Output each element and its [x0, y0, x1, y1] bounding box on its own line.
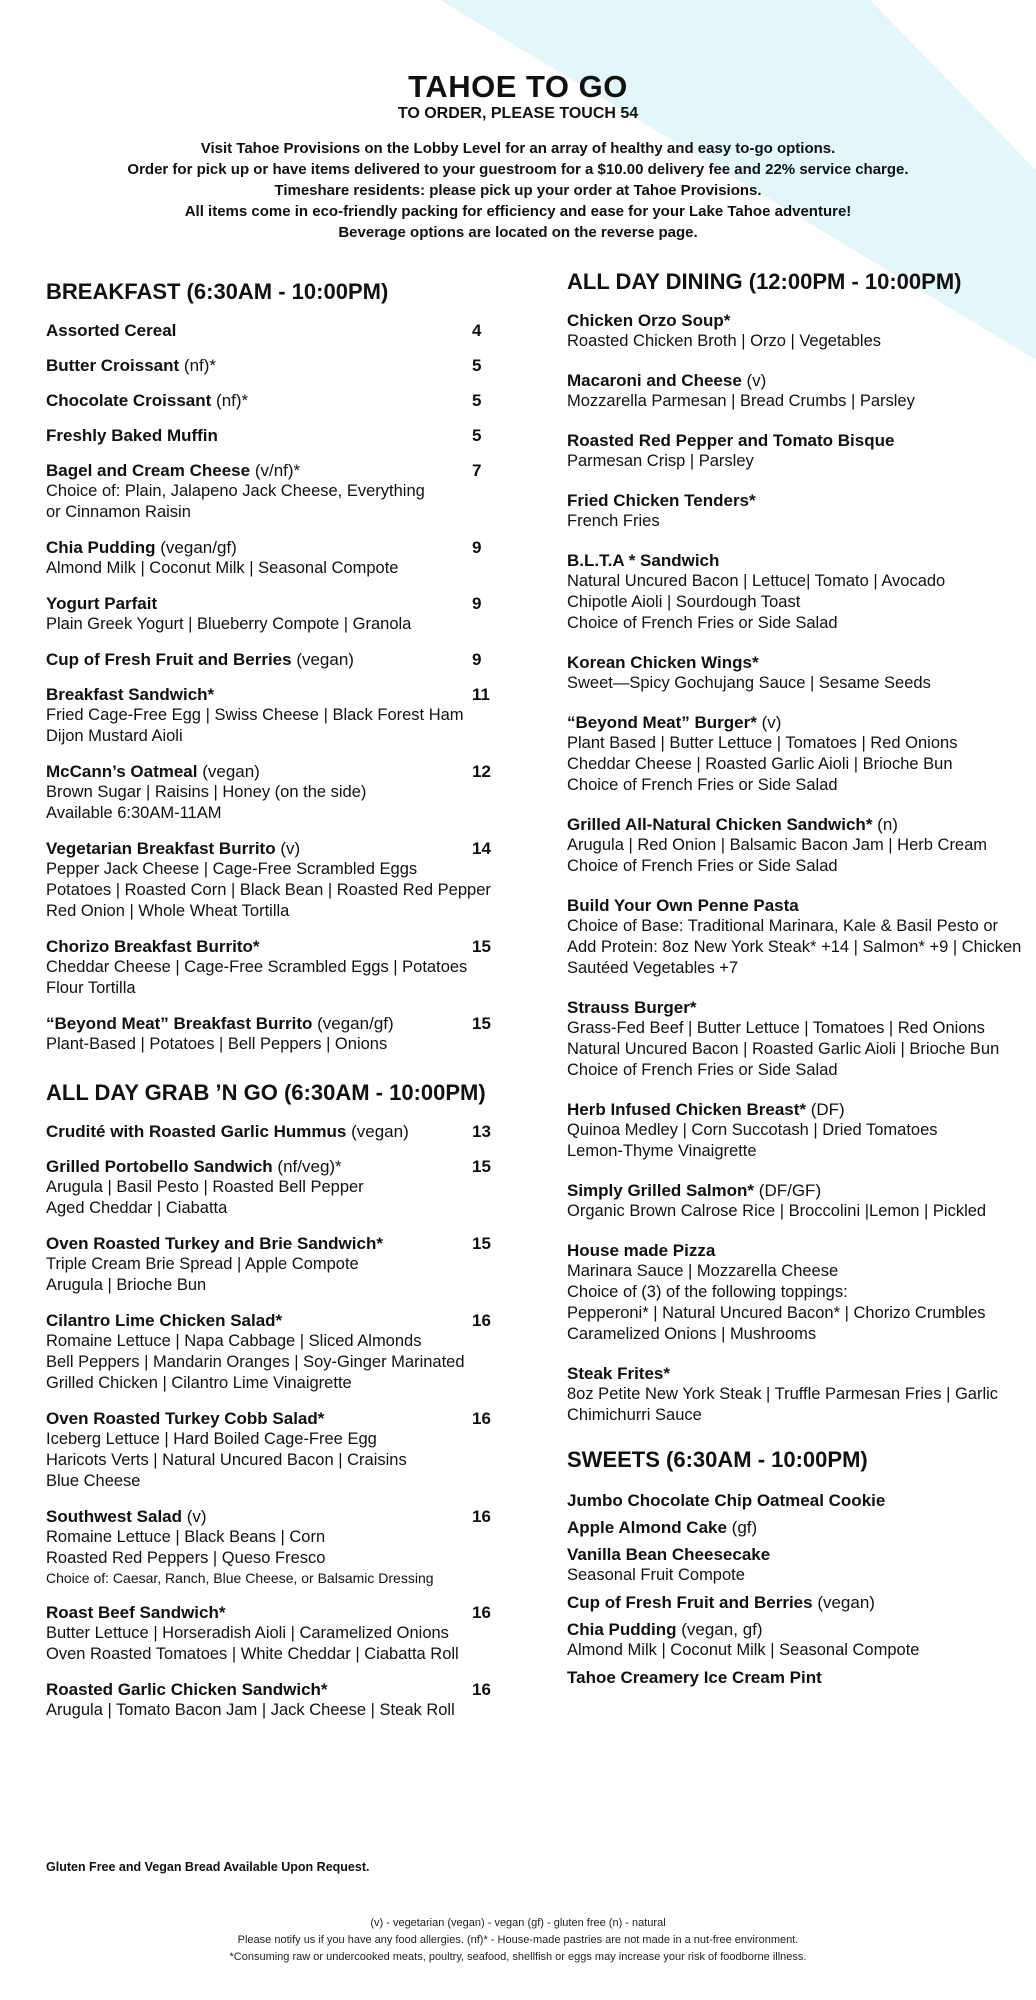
item-heading	[46, 1121, 496, 1142]
menu-item	[567, 1517, 1036, 1538]
item-price: 15	[472, 1014, 491, 1033]
item-price: 5	[472, 391, 482, 410]
intro-line: Visit Tahoe Provisions on the Lobby Level for an array of healthy and easy to-go options.	[200, 140, 836, 157]
item-description: Potatoes | Roasted Corn | Black Bean | Roasted Red Pepper	[46, 881, 491, 899]
item-price: 16	[472, 1507, 491, 1526]
item-name: Roasted Garlic Chicken Sandwich*	[46, 1680, 328, 1699]
menu-item	[46, 537, 496, 579]
item-price: 15	[472, 1157, 491, 1176]
item-name: Herb Infused Chicken Breast*	[567, 1100, 807, 1119]
item-name: Freshly Baked Muffin	[46, 426, 218, 445]
dietary-note: (vegan)	[291, 650, 354, 669]
item-name: Cup of Fresh Fruit and Berries	[46, 650, 292, 669]
dietary-note: (vegan, gf)	[676, 1620, 763, 1639]
item-name: Steak Frites*	[567, 1364, 670, 1383]
item-description: Pepperoni* | Natural Uncured Bacon* | Chorizo Crumbles	[567, 1304, 986, 1322]
item-name: B.L.T.A * Sandwich	[567, 551, 720, 570]
menu-header	[0, 70, 1036, 243]
item-description: Grass-Fed Beef | Butter Lettuce | Tomatoes | Red Onions	[567, 1019, 985, 1037]
item-heading	[567, 997, 1036, 1018]
item-name: Chia Pudding	[46, 538, 156, 557]
item-name: Korean Chicken Wings*	[567, 653, 759, 672]
item-heading	[567, 895, 1036, 916]
item-price: 9	[472, 650, 482, 669]
item-name: Chorizo Breakfast Burrito*	[46, 937, 260, 956]
menu-item	[567, 490, 1036, 532]
item-heading	[567, 1240, 1036, 1261]
item-description: Almond Milk | Coconut Milk | Seasonal Compote	[567, 1641, 920, 1659]
all-day-dining-section	[567, 268, 1036, 1426]
menu-item	[567, 814, 1036, 877]
legend-line: (v) - vegetarian (vegan) - vegan (gf) - gluten free (n) - natural	[370, 1917, 666, 1929]
item-heading	[567, 490, 1036, 511]
item-heading	[567, 1490, 1036, 1511]
allergy-note: Please notify us if you have any food allergies. (nf)* - House-made pastries are not made in a nut-free environment.	[237, 1934, 799, 1946]
menu-item	[567, 895, 1036, 979]
item-name: House made Pizza	[567, 1241, 716, 1260]
menu-item	[46, 1679, 496, 1721]
dietary-note: (nf/veg)*	[272, 1157, 342, 1176]
item-description: Grilled Chicken | Cilantro Lime Vinaigrette	[46, 1374, 352, 1392]
item-description: Choice of French Fries or Side Salad	[567, 1061, 838, 1079]
menu-item	[46, 355, 496, 376]
item-name: Bagel and Cream Cheese	[46, 461, 251, 480]
item-description: Cheddar Cheese | Cage-Free Scrambled Eggs | Potatoes	[46, 958, 468, 976]
item-price: 12	[472, 762, 491, 781]
item-name: McCann’s Oatmeal	[46, 762, 198, 781]
item-heading	[567, 550, 1036, 571]
item-heading	[46, 390, 496, 411]
dietary-note: (vegan/gf)	[312, 1014, 394, 1033]
item-heading	[46, 593, 496, 614]
consumption-warning: *Consuming raw or undercooked meats, poultry, seafood, shellfish or eggs may increase your risk of foodborne illness.	[229, 1951, 807, 1963]
item-description: Pepper Jack Cheese | Cage-Free Scrambled Eggs	[46, 860, 418, 878]
intro-text	[0, 138, 1036, 243]
intro-line: All items come in eco-friendly packing for efficiency and ease for your Lake Tahoe adventure!	[184, 203, 852, 220]
order-instructions: TO ORDER, PLEASE TOUCH 54	[397, 105, 639, 122]
item-description: French Fries	[567, 512, 660, 530]
item-description: Add Protein: 8oz New York Steak* +14 | Salmon* +9 | Chicken	[567, 938, 1022, 956]
breakfast-items	[46, 320, 496, 1055]
item-description: Oven Roasted Tomatoes | White Cheddar | Ciabatta Roll	[46, 1645, 459, 1663]
grab-and-go-section	[46, 1079, 496, 1721]
item-description: Plant Based | Butter Lettuce | Tomatoes | Red Onions	[567, 734, 958, 752]
page-title: TAHOE TO GO	[408, 69, 628, 104]
item-description: Chipotle Aioli | Sourdough Toast	[567, 593, 801, 611]
item-description: Flour Tortilla	[46, 979, 136, 997]
item-name: Vegetarian Breakfast Burrito	[46, 839, 276, 858]
item-name: Jumbo Chocolate Chip Oatmeal Cookie	[567, 1491, 886, 1510]
item-name: Breakfast Sandwich*	[46, 685, 215, 704]
dietary-note: (n)	[872, 815, 898, 834]
item-description: Arugula | Red Onion | Balsamic Bacon Jam | Herb Cream	[567, 836, 988, 854]
gluten-free-note: Gluten Free and Vegan Bread Available Upon Request.	[46, 1860, 370, 1874]
item-heading	[567, 1363, 1036, 1384]
menu-footer	[0, 1915, 1036, 1966]
right-column	[567, 268, 1036, 1694]
item-price: 15	[472, 937, 491, 956]
item-description: Natural Uncured Bacon | Roasted Garlic Aioli | Brioche Bun	[567, 1040, 1000, 1058]
item-heading	[567, 1180, 1036, 1201]
item-name: Fried Chicken Tenders*	[567, 491, 756, 510]
dining-items	[567, 310, 1036, 1426]
item-heading	[567, 1592, 1036, 1613]
menu-item	[567, 1363, 1036, 1426]
item-description: Arugula | Basil Pesto | Roasted Bell Pepper	[46, 1178, 364, 1196]
item-heading	[567, 1667, 1036, 1688]
item-name: Build Your Own Penne Pasta	[567, 896, 799, 915]
menu-item	[567, 1099, 1036, 1162]
menu-item	[567, 430, 1036, 472]
item-name: Chicken Orzo Soup*	[567, 311, 731, 330]
item-name: “Beyond Meat” Burger*	[567, 713, 757, 732]
item-price: 16	[472, 1311, 491, 1330]
menu-item	[46, 1013, 496, 1055]
item-heading	[46, 460, 496, 481]
item-description: Sautéed Vegetables +7	[567, 959, 739, 977]
item-description: or Cinnamon Raisin	[46, 503, 191, 521]
dietary-note: (DF)	[806, 1100, 845, 1119]
menu-item	[46, 425, 496, 446]
menu-item	[567, 1490, 1036, 1511]
item-heading	[46, 320, 496, 341]
item-price: 15	[472, 1234, 491, 1253]
item-price: 14	[472, 839, 491, 858]
item-description: Plain Greek Yogurt | Blueberry Compote | Granola	[46, 615, 412, 633]
item-name: Chocolate Croissant	[46, 391, 212, 410]
dietary-note: (vegan)	[812, 1593, 875, 1612]
item-price: 16	[472, 1603, 491, 1622]
item-heading	[46, 936, 496, 957]
menu-item	[567, 1619, 1036, 1661]
item-description: 8oz Petite New York Steak | Truffle Parmesan Fries | Garlic	[567, 1385, 999, 1403]
item-price: 13	[472, 1122, 491, 1141]
item-heading	[46, 425, 496, 446]
item-heading	[567, 1099, 1036, 1120]
item-heading	[46, 1602, 496, 1623]
item-name: Roast Beef Sandwich*	[46, 1603, 226, 1622]
item-heading	[567, 1544, 1036, 1565]
item-heading	[46, 1408, 496, 1429]
item-price: 4	[472, 321, 482, 340]
menu-item	[567, 652, 1036, 694]
item-heading	[567, 370, 1036, 391]
item-description: Butter Lettuce | Horseradish Aioli | Caramelized Onions	[46, 1624, 449, 1642]
item-price: 9	[472, 594, 482, 613]
menu-item	[46, 320, 496, 341]
item-heading	[46, 649, 496, 670]
item-name: Grilled Portobello Sandwich	[46, 1157, 273, 1176]
dietary-note: (DF/GF)	[754, 1181, 822, 1200]
intro-line: Order for pick up or have items delivered to your guestroom for a $10.00 delivery fee and 22% service charge.	[127, 161, 909, 178]
dietary-note: (vegan)	[197, 762, 260, 781]
item-price: 16	[472, 1409, 491, 1428]
dietary-note: (v)	[741, 371, 767, 390]
item-description: Red Onion | Whole Wheat Tortilla	[46, 902, 290, 920]
item-description: Triple Cream Brie Spread | Apple Compote	[46, 1255, 359, 1273]
item-heading	[46, 355, 496, 376]
item-heading	[46, 684, 496, 705]
item-name: Yogurt Parfait	[46, 594, 158, 613]
item-description: Romaine Lettuce | Black Beans | Corn	[46, 1528, 326, 1546]
item-name: Crudité with Roasted Garlic Hummus	[46, 1122, 347, 1141]
menu-item	[567, 1240, 1036, 1345]
item-name: Strauss Burger*	[567, 998, 697, 1017]
item-heading	[46, 1506, 496, 1527]
item-description: Iceberg Lettuce | Hard Boiled Cage-Free Egg	[46, 1430, 377, 1448]
item-price: 5	[472, 356, 482, 375]
dietary-note: (v)	[182, 1507, 207, 1526]
item-description: Quinoa Medley | Corn Succotash | Dried Tomatoes	[567, 1121, 938, 1139]
item-description: Dijon Mustard Aioli	[46, 727, 183, 745]
sweets-items	[567, 1490, 1036, 1688]
menu-item	[46, 1310, 496, 1394]
item-heading	[46, 838, 496, 859]
item-heading	[46, 1233, 496, 1254]
item-description: Organic Brown Calrose Rice | Broccolini |Lemon | Pickled	[567, 1202, 987, 1220]
menu-item	[567, 310, 1036, 352]
dietary-note: (gf)	[726, 1518, 758, 1537]
item-heading	[567, 1619, 1036, 1640]
item-description: Lemon-Thyme Vinaigrette	[567, 1142, 757, 1160]
menu-item	[46, 936, 496, 999]
item-name: Grilled All-Natural Chicken Sandwich*	[567, 815, 873, 834]
item-description: Plant-Based | Potatoes | Bell Peppers | Onions	[46, 1035, 388, 1053]
item-name: Macaroni and Cheese	[567, 371, 742, 390]
menu-item	[567, 1544, 1036, 1586]
menu-item	[46, 1506, 496, 1588]
section-title: ALL DAY GRAB ’N GO (6:30AM - 10:00PM)	[46, 1080, 486, 1105]
sweets-section	[567, 1446, 1036, 1688]
item-name: Roasted Red Pepper and Tomato Bisque	[567, 431, 895, 450]
dietary-note: (v)	[275, 839, 301, 858]
item-name: Chia Pudding	[567, 1620, 677, 1639]
item-description: Cheddar Cheese | Roasted Garlic Aioli | Brioche Bun	[567, 755, 953, 773]
item-description: Almond Milk | Coconut Milk | Seasonal Compote	[46, 559, 399, 577]
menu-item	[46, 649, 496, 670]
menu-item	[46, 1121, 496, 1142]
item-description: Roasted Red Peppers | Queso Fresco	[46, 1549, 326, 1567]
item-description: Roasted Chicken Broth | Orzo | Vegetables	[567, 332, 881, 350]
item-heading	[46, 537, 496, 558]
item-heading	[46, 761, 496, 782]
item-price: 16	[472, 1680, 491, 1699]
dietary-note: (v/nf)*	[250, 461, 301, 480]
menu-item	[567, 550, 1036, 634]
dietary-note: (vegan/gf)	[155, 538, 237, 557]
item-heading	[46, 1013, 496, 1034]
item-heading	[567, 814, 1036, 835]
item-name: Cup of Fresh Fruit and Berries	[567, 1593, 813, 1612]
item-description: Aged Cheddar | Ciabatta	[46, 1199, 228, 1217]
item-description: Marinara Sauce | Mozzarella Cheese	[567, 1262, 839, 1280]
item-description: Romaine Lettuce | Napa Cabbage | Sliced Almonds	[46, 1332, 422, 1350]
dietary-note: (v)	[756, 713, 782, 732]
item-description: Choice of (3) of the following toppings:	[567, 1283, 848, 1301]
menu-item	[46, 1156, 496, 1219]
item-description: Natural Uncured Bacon | Lettuce| Tomato | Avocado	[567, 572, 946, 590]
item-price: 11	[472, 685, 490, 704]
left-column	[46, 278, 496, 1735]
item-heading	[46, 1310, 496, 1331]
section-title: SWEETS (6:30AM - 10:00PM)	[567, 1447, 868, 1472]
grab-and-go-items	[46, 1121, 496, 1721]
breakfast-section	[46, 278, 496, 1055]
menu-item	[567, 1180, 1036, 1222]
menu-item	[46, 593, 496, 635]
dietary-note: (nf)*	[179, 356, 217, 375]
item-heading	[567, 1517, 1036, 1538]
item-heading	[567, 712, 1036, 733]
item-description: Arugula | Tomato Bacon Jam | Jack Cheese | Steak Roll	[46, 1701, 455, 1719]
menu-item	[46, 1408, 496, 1492]
item-name: Oven Roasted Turkey and Brie Sandwich*	[46, 1234, 383, 1253]
item-description: Mozzarella Parmesan | Bread Crumbs | Parsley	[567, 392, 915, 410]
item-heading	[567, 652, 1036, 673]
item-description: Brown Sugar | Raisins | Honey (on the side)	[46, 783, 367, 801]
dietary-note: (vegan)	[346, 1122, 409, 1141]
item-description: Choice of: Plain, Jalapeno Jack Cheese, Everything	[46, 482, 425, 500]
item-description: Bell Peppers | Mandarin Oranges | Soy-Ginger Marinated	[46, 1353, 465, 1371]
section-title: ALL DAY DINING (12:00PM - 10:00PM)	[567, 269, 962, 294]
menu-item	[46, 1602, 496, 1665]
item-name: Simply Grilled Salmon*	[567, 1181, 755, 1200]
item-name: “Beyond Meat” Breakfast Burrito	[46, 1014, 313, 1033]
item-description: Arugula | Brioche Bun	[46, 1276, 207, 1294]
menu-item	[567, 1592, 1036, 1613]
menu-item	[46, 838, 496, 922]
intro-line: Beverage options are located on the reverse page.	[338, 224, 698, 241]
item-description: Sweet—Spicy Gochujang Sauce | Sesame Seeds	[567, 674, 931, 692]
item-name: Tahoe Creamery Ice Cream Pint	[567, 1668, 822, 1687]
dressing-options: Choice of: Caesar, Ranch, Blue Cheese, or Balsamic Dressing	[46, 1570, 434, 1586]
intro-line: Timeshare residents: please pick up your order at Tahoe Provisions.	[274, 182, 762, 199]
menu-item	[567, 370, 1036, 412]
menu-item	[567, 1667, 1036, 1688]
item-description: Parmesan Crisp | Parsley	[567, 452, 754, 470]
item-description: Haricots Verts | Natural Uncured Bacon | Craisins	[46, 1451, 407, 1469]
item-heading	[567, 430, 1036, 451]
item-name: Vanilla Bean Cheesecake	[567, 1545, 771, 1564]
item-name: Butter Croissant	[46, 356, 180, 375]
item-name: Assorted Cereal	[46, 321, 177, 340]
item-name: Oven Roasted Turkey Cobb Salad*	[46, 1409, 325, 1428]
item-description: Blue Cheese	[46, 1472, 141, 1490]
item-heading	[46, 1156, 496, 1177]
menu-item	[46, 390, 496, 411]
item-description: Caramelized Onions | Mushrooms	[567, 1325, 817, 1343]
item-name: Apple Almond Cake	[567, 1518, 727, 1537]
item-description: Available 6:30AM-11AM	[46, 804, 222, 822]
menu-item	[567, 997, 1036, 1081]
item-description: Choice of French Fries or Side Salad	[567, 857, 838, 875]
menu-item	[567, 712, 1036, 796]
menu-item	[46, 761, 496, 824]
item-name: Southwest Salad	[46, 1507, 183, 1526]
item-description: Fried Cage-Free Egg | Swiss Cheese | Black Forest Ham	[46, 706, 464, 724]
menu-item	[46, 684, 496, 747]
item-price: 7	[472, 461, 482, 480]
section-title: BREAKFAST (6:30AM - 10:00PM)	[46, 279, 389, 304]
item-price: 9	[472, 538, 482, 557]
item-description: Choice of French Fries or Side Salad	[567, 614, 838, 632]
dietary-note: (nf)*	[211, 391, 249, 410]
item-description: Chimichurri Sauce	[567, 1406, 702, 1424]
item-description: Choice of French Fries or Side Salad	[567, 776, 838, 794]
item-price: 5	[472, 426, 482, 445]
menu-item	[46, 460, 496, 523]
item-name: Cilantro Lime Chicken Salad*	[46, 1311, 283, 1330]
item-description: Choice of Base: Traditional Marinara, Kale & Basil Pesto or	[567, 917, 999, 935]
item-description: Seasonal Fruit Compote	[567, 1566, 745, 1584]
menu-item	[46, 1233, 496, 1296]
item-heading	[46, 1679, 496, 1700]
item-heading	[567, 310, 1036, 331]
